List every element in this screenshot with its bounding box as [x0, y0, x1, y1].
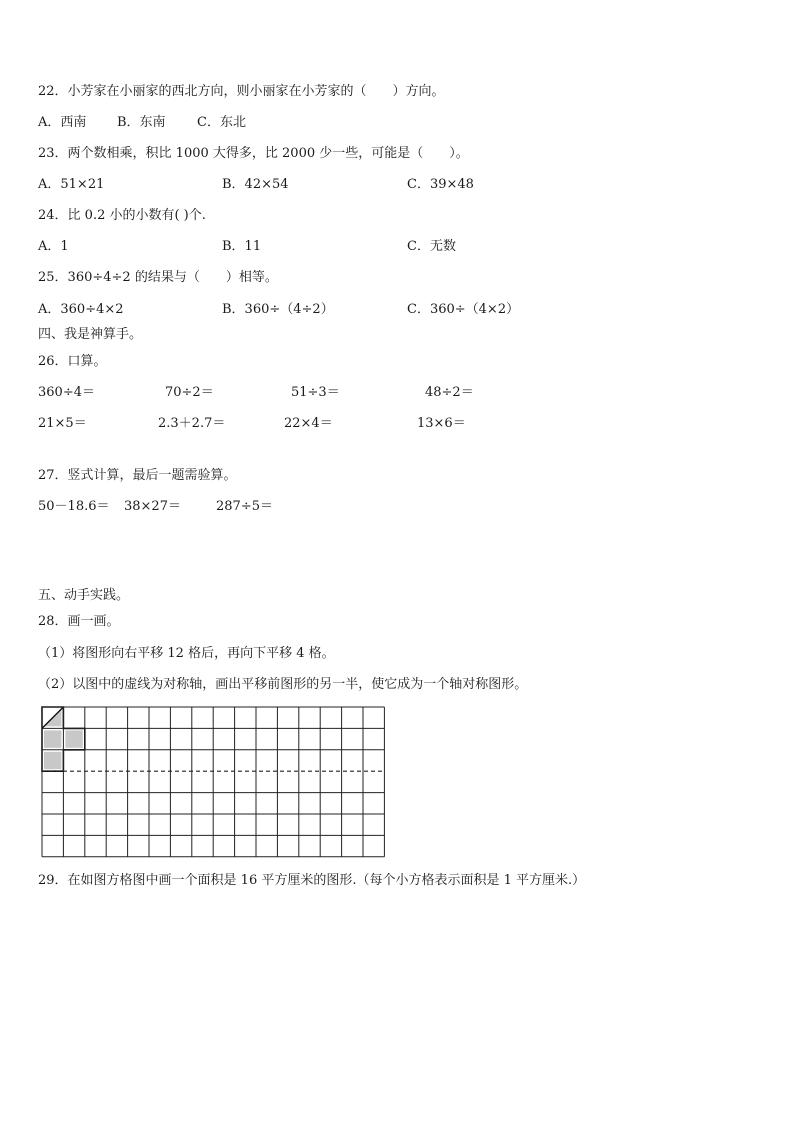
shaded-cell — [44, 730, 61, 747]
q26-row2-item-3: 22×4＝ — [284, 416, 333, 431]
q25-option-c: C．360÷（4×2） — [407, 302, 520, 317]
q28-part-1: （1）将图形向右平移 12 格后，再向下平移 4 格。 — [38, 646, 335, 661]
question-28-stem: 28．画一画。 — [38, 614, 120, 629]
question-25-stem: 25．360÷4÷2 的结果与（ ）相等。 — [38, 270, 278, 285]
q27-item-3: 287÷5＝ — [216, 499, 273, 514]
shaded-cell — [44, 752, 61, 769]
q26-row1-item-2: 70÷2＝ — [165, 385, 214, 400]
q26-row2-item-2: 2.3＋2.7＝ — [158, 416, 226, 431]
q26-row1-item-3: 51÷3＝ — [291, 385, 340, 400]
q22-option-c: C．东北 — [197, 115, 246, 130]
q27-item-2: 38×27＝ — [124, 499, 181, 514]
question-23-stem: 23．两个数相乘，积比 1000 大得多，比 2000 少一些，可能是（ ）。 — [38, 146, 469, 161]
section-4-heading: 四、我是神算手。 — [38, 327, 143, 342]
q23-option-c: C．39×48 — [407, 177, 474, 192]
q26-row2-item-4: 13×6＝ — [417, 416, 466, 431]
q25-option-b: B．360÷（4÷2） — [222, 302, 334, 317]
question-27-stem: 27．竖式计算，最后一题需验算。 — [38, 468, 237, 483]
q24-option-a: A．1 — [38, 239, 69, 254]
q24-option-b: B．11 — [222, 239, 262, 254]
q25-option-a: A．360÷4×2 — [38, 302, 124, 317]
shaded-cell — [65, 730, 82, 747]
square-grid-drawing — [41, 706, 389, 860]
section-5-heading: 五、动手实践。 — [38, 588, 130, 603]
q26-row1-item-1: 360÷4＝ — [38, 385, 95, 400]
q26-row2-item-1: 21×5＝ — [38, 416, 87, 431]
q26-row1-item-4: 48÷2＝ — [425, 385, 474, 400]
square-grid — [41, 706, 389, 864]
question-24-stem: 24．比 0.2 小的小数有( )个. — [38, 208, 206, 223]
q22-option-b: B．东南 — [117, 115, 166, 130]
q23-option-b: B．42×54 — [222, 177, 289, 192]
question-26-stem: 26．口算。 — [38, 354, 107, 369]
q28-part-2: （2）以图中的虚线为对称轴，画出平移前图形的另一半，使它成为一个轴对称图形。 — [38, 677, 528, 692]
q23-option-a: A．51×21 — [38, 177, 105, 192]
q22-option-a: A．西南 — [38, 115, 87, 130]
q27-item-1: 50－18.6＝ — [38, 499, 110, 514]
q24-option-c: C．无数 — [407, 239, 456, 254]
question-29-stem: 29．在如图方格图中画一个面积是 16 平方厘米的图形.（每个小方格表示面积是 1 平方厘米.） — [38, 873, 586, 888]
question-22-stem: 22．小芳家在小丽家的西北方向，则小丽家在小芳家的（ ）方向。 — [38, 84, 445, 99]
